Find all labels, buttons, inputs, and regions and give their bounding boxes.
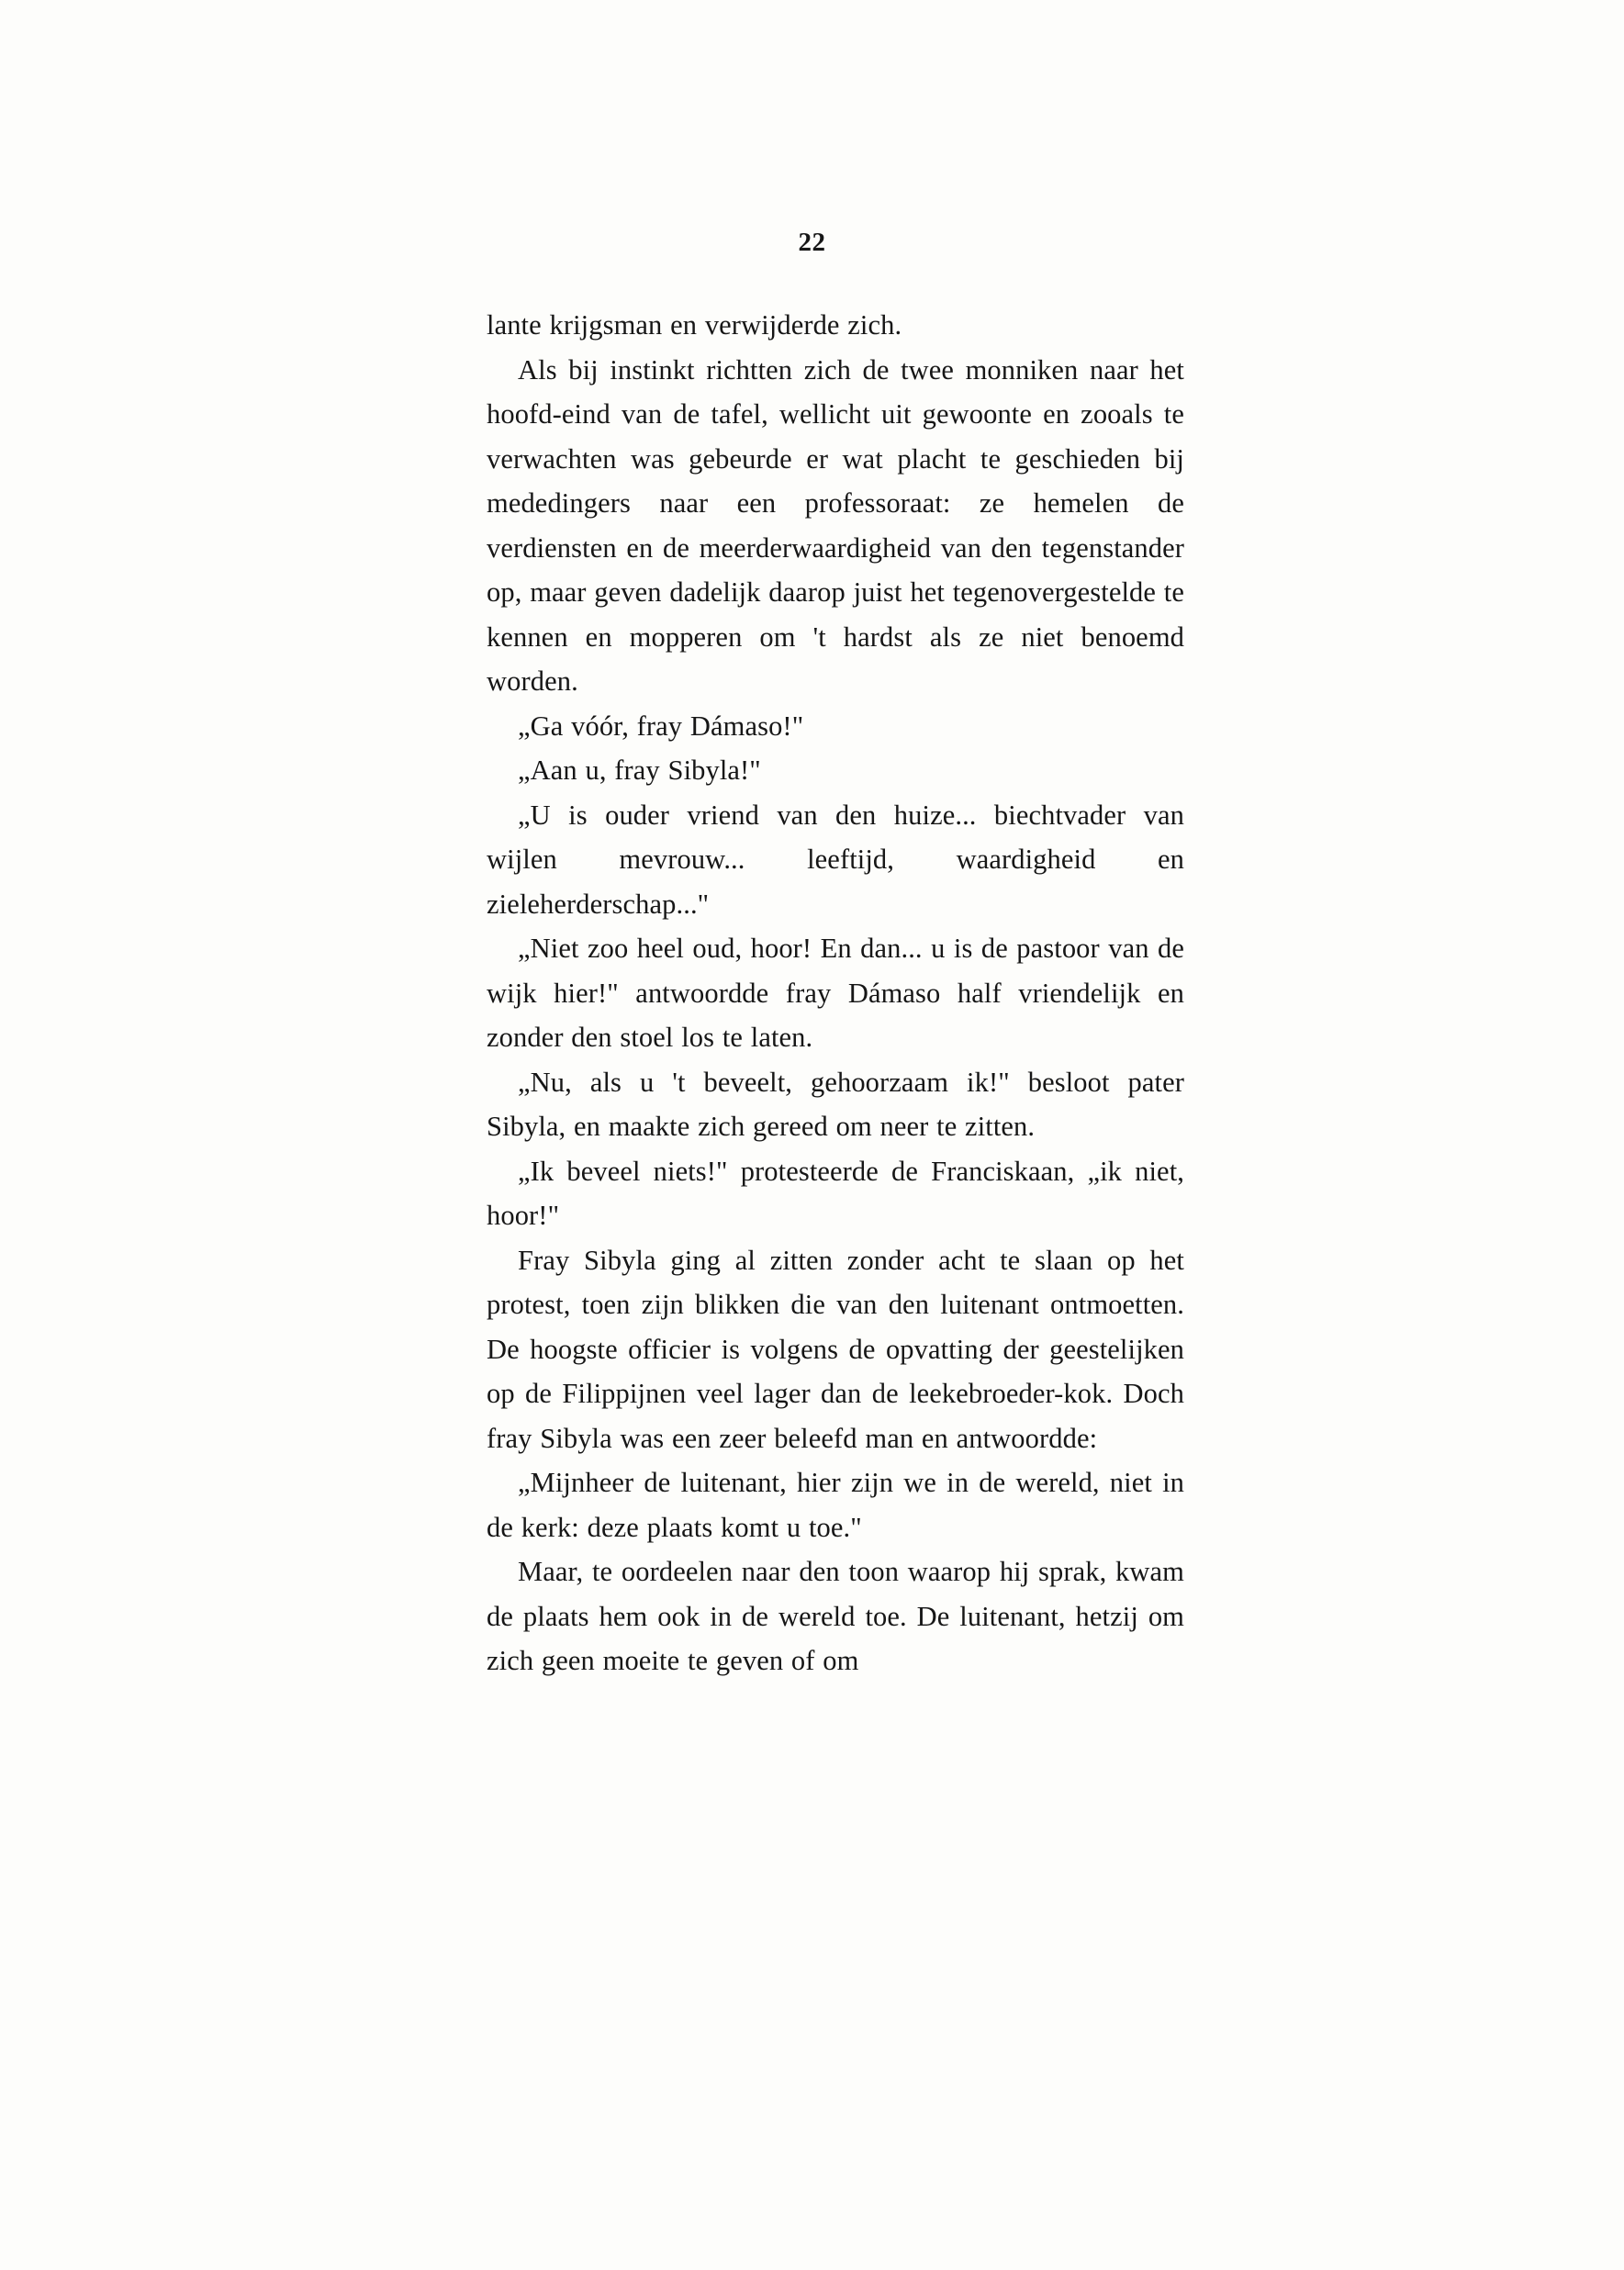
paragraph: lante krijgsman en verwijderde zich. xyxy=(487,309,902,341)
paragraph: „Nu, als u 't beveelt, gehoorzaam ik!" besloot pater Sibyla, en maakte zich gereed om neer te zitten. xyxy=(487,1066,1184,1142)
paragraph: Maar, te oordeelen naar den toon waarop hij sprak, kwam de plaats hem ook in de wereld toe. De luitenant, hetzij om zich geen moeite te geven of om xyxy=(487,1556,1184,1676)
paragraph: Fray Sibyla ging al zitten zonder acht te slaan op het protest, toen zijn blikken die van den luitenant ontmoetten. De hoogste officier is volgens de opvatting der geestelijken op de Filippijnen veel lager dan de leekebroeder-kok. Doch fray Sibyla was een zeer beleefd man en antwoordde: xyxy=(487,1244,1184,1454)
paragraph: „Ga vóór, fray Dámaso!" xyxy=(518,710,804,742)
paragraph: „Niet zoo heel oud, hoor! En dan... u is de pastoor van de wijk hier!" antwoordde fray Dámaso half vriendelijk en zonder den stoel los te laten. xyxy=(487,933,1184,1053)
paragraph: „Mijnheer de luitenant, hier zijn we in de wereld, niet in de kerk: deze plaats komt u toe." xyxy=(487,1467,1184,1543)
paragraph: Als bij instinkt richtten zich de twee monniken naar het hoofd-eind van de tafel, wellicht uit gewoonte en zooals te verwachten was gebeurde er wat placht te geschieden bij mededingers naar een professoraat: ze hemelen de verdiensten en de meerderwaardigheid van den tegenstander op, maar geven dadelijk daarop juist het tegenovergestelde te kennen en mopperen om 't hardst als ze niet benoemd worden. xyxy=(487,353,1184,697)
body-text-column xyxy=(487,303,1184,1683)
paragraph: „U is ouder vriend van den huize... biechtvader van wijlen mevrouw... leeftijd, waardigheid en zieleherderschap..." xyxy=(487,799,1184,920)
paragraph: „Ik beveel niets!" protesteerde de Franciskaan, „ik niet, hoor!" xyxy=(487,1155,1184,1231)
page-number: 22 xyxy=(798,228,826,257)
paragraph: „Aan u, fray Sibyla!" xyxy=(518,755,761,786)
